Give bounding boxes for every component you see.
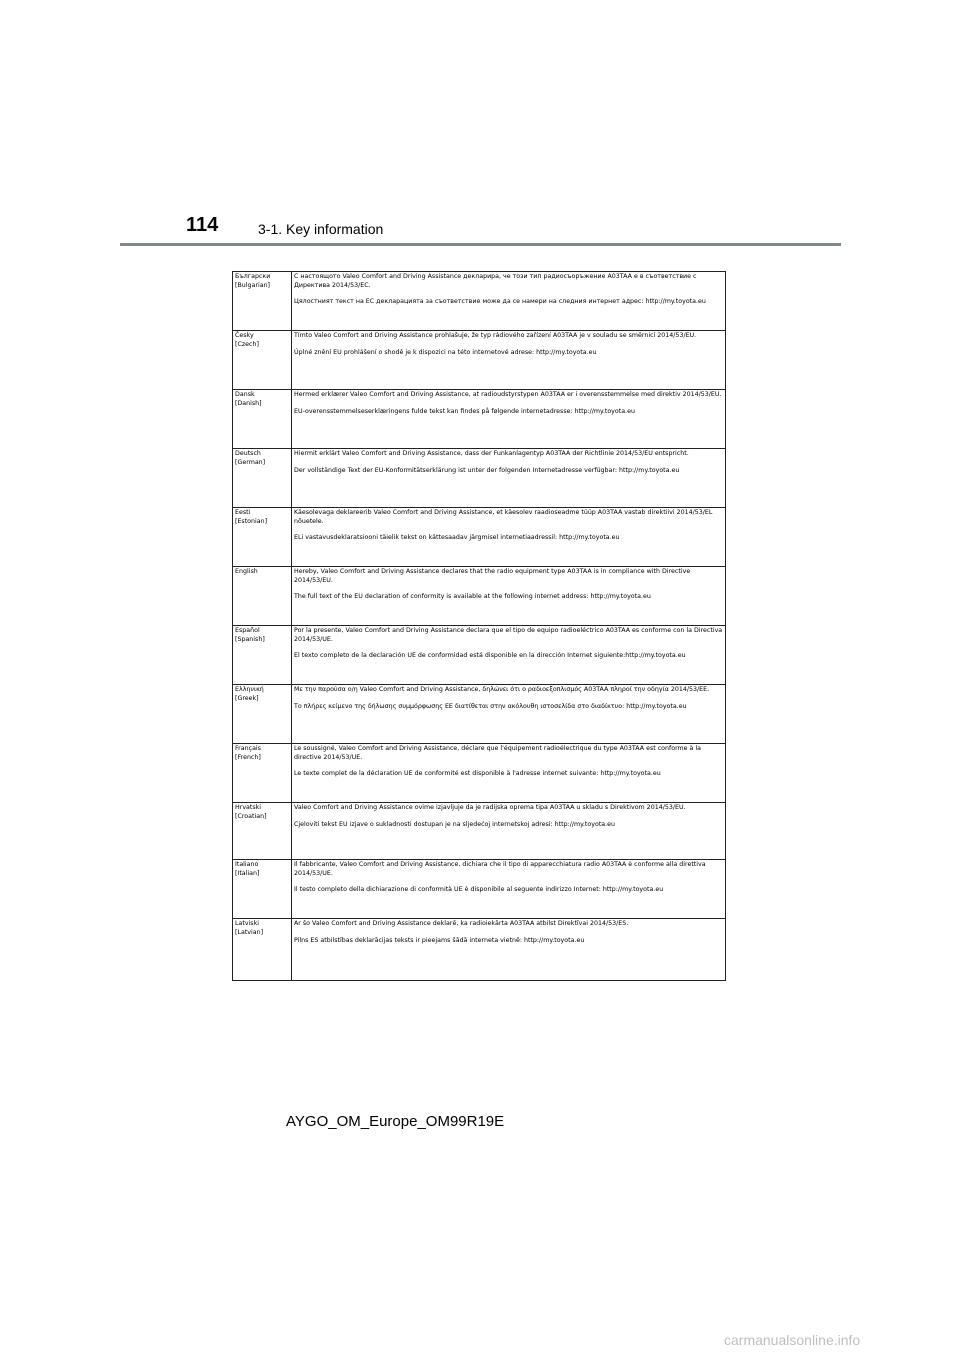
- document-code: AYGO_OM_Europe_OM99R19E: [286, 1113, 505, 1130]
- language-english-name: [Spanish]: [235, 635, 265, 643]
- declaration-text: Käesolevaga deklareerib Valeo Comfort and Driving Assistance, et käesolev raadioseadme tüüp A03TAA vastab direktiivi 2014/53/EL nõuetele.: [294, 509, 713, 525]
- language-name: Dansk: [235, 391, 255, 398]
- language-cell: [233, 744, 292, 803]
- language-cell: [233, 919, 292, 981]
- language-name: Eesti: [235, 509, 251, 516]
- availability-text: Το πλήρες κείμενο της δήλωσης συμμόρφωσης ΕΕ διατίθεται στην ακόλουθη ιστοσελίδα στο διαδίκτυο: http://my.toyota.eu: [294, 702, 687, 710]
- table-row: [233, 272, 726, 331]
- language-name: Español: [235, 627, 260, 634]
- table-row: [233, 744, 726, 803]
- page-number: 114: [186, 214, 219, 236]
- language-cell: [233, 626, 292, 685]
- language-name: Български: [235, 273, 271, 280]
- availability-text: The full text of the EU declaration of conformity is available at the following internet address: http://my.toyota.eu: [294, 593, 651, 601]
- declaration-text: Με την παρούσα ο/η Valeo Comfort and Driving Assistance, δηλώνει ότι ο ραδιοεξοπλισμός A03TAA πληροί την οδηγία 2014/53/ΕΕ.: [294, 686, 710, 693]
- availability-text: Il testo completo della dichiarazione di conformità UE è disponibile al seguente indirizzo Internet: http://my.toyota.eu: [294, 886, 664, 894]
- availability-text: Úplné znění EU prohlášení o shodě je k dispozici na této internetové adrese: http://my.toyota.eu: [294, 348, 597, 356]
- declaration-cell: [292, 272, 726, 331]
- declaration-cell: [292, 390, 726, 449]
- table-row: [233, 331, 726, 390]
- language-cell: [233, 508, 292, 567]
- table-row: [233, 919, 726, 981]
- availability-text: ELi vastavusdeklaratsiooni täielik tekst on kättesaadav järgmisel internetiaadressil: http://my.toyota.eu: [294, 534, 620, 542]
- language-name: Česky: [235, 332, 254, 339]
- declaration-text: Valeo Comfort and Driving Assistance ovime izjavljuje da je radijska oprema tipa A03TAA u skladu s Direktivom 2014/53/EU.: [294, 804, 686, 811]
- language-name: Français: [235, 745, 261, 752]
- language-cell: [233, 803, 292, 860]
- language-english-name: [Latvian]: [235, 928, 264, 936]
- language-english-name: [Estonian]: [235, 517, 268, 525]
- declaration-cell: [292, 449, 726, 508]
- language-cell: [233, 390, 292, 449]
- declaration-cell: [292, 860, 726, 919]
- language-cell: [233, 272, 292, 331]
- availability-text: Pilns ES atbilstības deklarācijas teksts ir pieejams šādā interneta vietnē: http://my.toyota.eu: [294, 936, 585, 944]
- table-row: [233, 626, 726, 685]
- availability-text: Le texte complet de la déclaration UE de conformité est disponible à l'adresse internet suivante: http://my.toyota.eu: [294, 770, 661, 778]
- language-cell: [233, 331, 292, 390]
- declaration-text: Il fabbricante, Valeo Comfort and Driving Assistance, dichiara che il tipo di apparecchiatura radio A03TAA è conforme alla direttiva 2014/53/UE.: [294, 861, 706, 877]
- language-name: Deutsch: [235, 450, 261, 457]
- header-rule: [120, 243, 841, 246]
- language-english-name: [Czech]: [235, 340, 259, 348]
- availability-text: Cjeloviti tekst EU izjave o sukladnosti dostupan je na sljedećoj internetskoj adresi: http://my.toyota.eu: [294, 820, 616, 828]
- watermark: carmanualsonline.info: [724, 1332, 861, 1348]
- availability-text: EU-overensstemmelseserklæringens fulde tekst kan findes på følgende internetadresse: http://my.toyota.eu: [294, 407, 635, 415]
- availability-text: Цялостният текст на ЕС декларацията за съответствие може да се намери на следния интернет адрес: http://my.toyota.eu: [294, 298, 706, 306]
- language-english-name: [Danish]: [235, 399, 262, 407]
- language-cell: [233, 567, 292, 626]
- declaration-cell: [292, 744, 726, 803]
- availability-text: Der vollständige Text der EU-Konformitätserklärung ist unter der folgenden Internetadresse verfügbar: http://my.toyota.eu: [294, 466, 680, 474]
- declaration-cell: [292, 803, 726, 860]
- declaration-text: Por la presente, Valeo Comfort and Driving Assistance declara que el tipo de equipo radioeléctrico A03TAA es conforme con la Directiva 2014/53/UE.: [294, 627, 723, 643]
- table-row: [233, 860, 726, 919]
- table-row: [233, 567, 726, 626]
- declaration-text: Hiermit erklärt Valeo Comfort and Driving Assistance, dass der Funkanlagentyp A03TAA der Richtlinie 2014/53/EU entspricht.: [294, 450, 689, 457]
- language-english-name: [Greek]: [235, 694, 259, 702]
- declaration-cell: [292, 685, 726, 744]
- declaration-cell: [292, 508, 726, 567]
- language-cell: [233, 685, 292, 744]
- language-name: Hrvatski: [235, 804, 262, 811]
- declaration-table: [232, 271, 726, 981]
- language-cell: [233, 860, 292, 919]
- language-name: English: [235, 568, 258, 575]
- language-english-name: [Bulgarian]: [235, 281, 271, 289]
- declaration-cell: [292, 331, 726, 390]
- language-english-name: [French]: [235, 753, 261, 761]
- table-row: [233, 685, 726, 744]
- declaration-text: Tímto Valeo Comfort and Driving Assistance prohlašuje, že typ rádiového zařízení A03TAA je v souladu se směrnicí 2014/53/EU.: [294, 332, 697, 339]
- declaration-cell: [292, 919, 726, 981]
- language-english-name: [Italian]: [235, 869, 260, 877]
- declaration-cell: [292, 626, 726, 685]
- table-row: [233, 390, 726, 449]
- table-row: [233, 449, 726, 508]
- language-cell: [233, 449, 292, 508]
- table-row: [233, 508, 726, 567]
- language-english-name: [German]: [235, 458, 266, 466]
- section-title: 3-1. Key information: [258, 221, 384, 237]
- language-name: Latviski: [235, 920, 259, 927]
- declaration-text: Le soussigné, Valeo Comfort and Driving Assistance, déclare que l'équipement radioélectrique du type A03TAA est conforme à la directive 2014/53/UE.: [294, 745, 702, 761]
- language-name: Italiano: [235, 861, 259, 868]
- declaration-text: Ar šo Valeo Comfort and Driving Assistance deklarē, ka radioiekārta A03TAA atbilst Direktīvai 2014/53/ES.: [294, 920, 629, 927]
- declaration-cell: [292, 567, 726, 626]
- declaration-text: Hereby, Valeo Comfort and Driving Assistance declares that the radio equipment type A03TAA is in compliance with Directive 2014/53/EU.: [294, 568, 691, 584]
- language-english-name: [Croatian]: [235, 812, 267, 820]
- table-row: [233, 803, 726, 860]
- declaration-text: С настоящото Valeo Comfort and Driving Assistance декларира, че този тип радиосъоръжение A03TAA е в съответствие с Директива 2014/53/ЕС.: [294, 273, 697, 289]
- declaration-text: Hermed erklærer Valeo Comfort and Driving Assistance, at radioudstyrstypen A03TAA er i overensstemmelse med direktiv 2014/53/EU.: [294, 391, 722, 398]
- availability-text: El texto completo de la declaración UE de conformidad está disponible en la dirección Internet siguiente:http://my.toyota.eu: [294, 652, 686, 660]
- language-name: Ελληνική: [235, 686, 264, 693]
